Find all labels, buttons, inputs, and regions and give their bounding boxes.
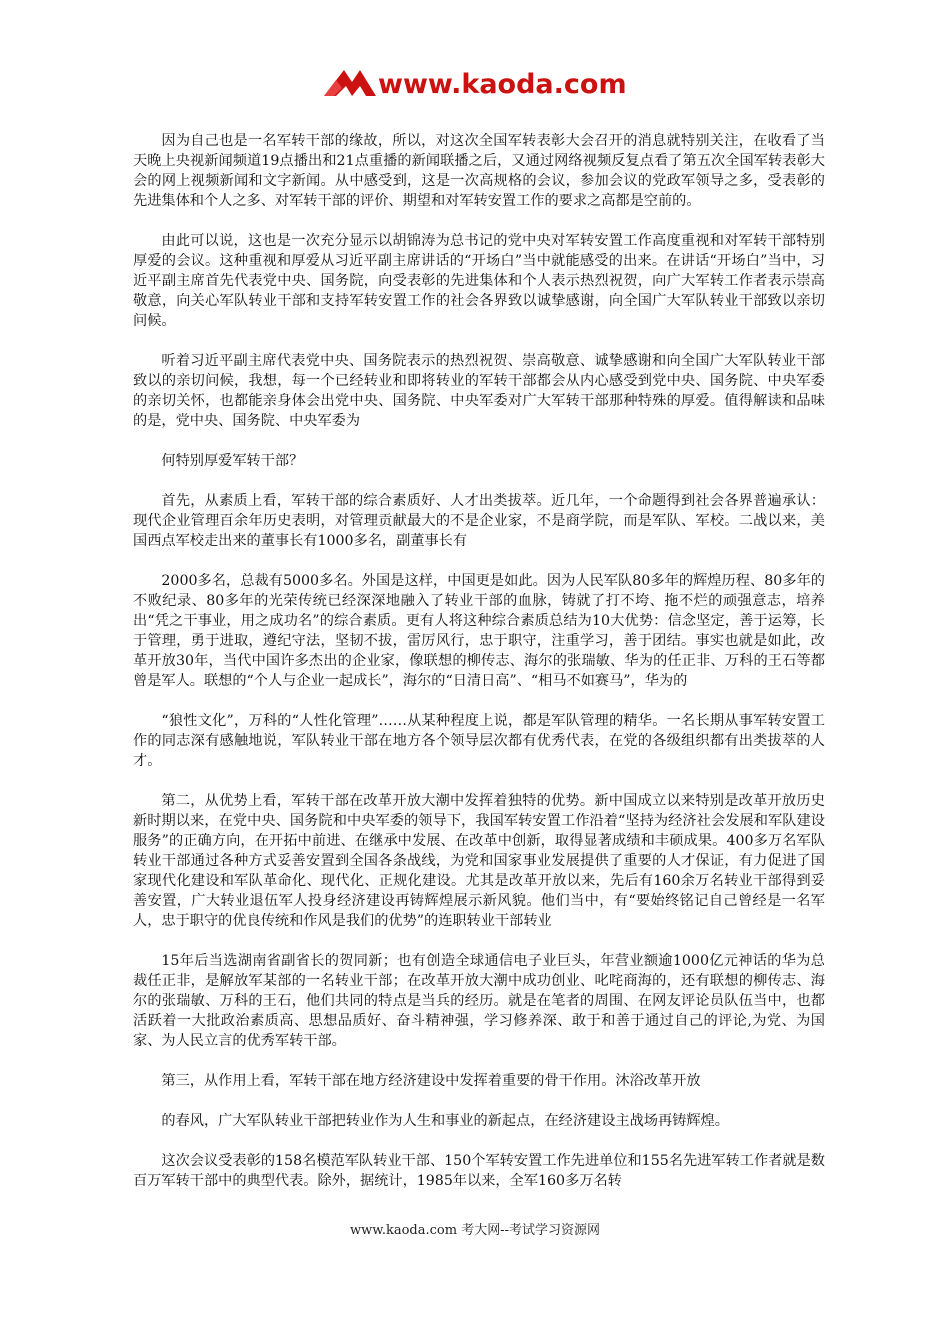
paragraph: 听着习近平副主席代表党中央、国务院表示的热烈祝贺、崇高敬意、诚挚感谢和向全国广大军队转业干部致以的亲切问候，我想，每一个已经转业和即将转业的军转干部都会从内心感受到党中央、国务院、中央军委的亲切关怀，也都能亲身体会出党中央、国务院、中央军委对广大军转干部那种特殊的厚爱。值得解读和品味的是，党中央、国务院、中央军委为	[133, 353, 825, 429]
article-body	[133, 131, 825, 1211]
paragraph: 因为自己也是一名军转干部的缘故，所以，对这次全国军转表彰大会召开的消息就特别关注，在收看了当天晚上央视新闻频道19点播出和21点重播的新闻联播之后，又通过网络视频反复点看了第五次全国军转表彰大会的网上视频新闻和文字新闻。从中感受到，这是一次高规格的会议，参加会议的党政军领导之多，受表彰的先进集体和个人之多、对军转干部的评价、期望和对军转安置工作的要求之高都是空前的。	[133, 133, 825, 209]
paragraph: 15年后当选湖南省副省长的贺同新；也有创造全球通信电子业巨头，年营业额逾1000亿元神话的华为总裁任正非，是解放军某部的一名转业干部；在改革开放大潮中成功创业、叱咤商海的，还有联想的柳传志、海尔的张瑞敏、万科的王石，他们共同的特点是当兵的经历。就是在笔者的周围、在网友评论员队伍当中，也都活跃着一大批政治素质高、思想品质好、奋斗精神强，学习修养深、敢于和善于通过自己的评论,为党、为国家、为人民立言的优秀军转干部。	[133, 953, 825, 1049]
kaoda-logo-icon	[322, 66, 378, 100]
site-logo-text[interactable]: www.kaoda.com	[378, 69, 627, 100]
paragraph: 的春风，广大军队转业干部把转业作为人生和事业的新起点，在经济建设主战场再铸辉煌。	[161, 1113, 729, 1129]
page-footer: www.kaoda.com 考大网--考试学习资源网	[350, 1223, 600, 1238]
paragraph: 2000多名，总裁有5000多名。外国是这样，中国更是如此。因为人民军队80多年的辉煌历程、80多年的不败纪录、80多年的光荣传统已经深深地融入了转业干部的血脉，铸就了打不垮、拖不烂的顽强意志，培养出“凭之干事业，用之成功名”的综合素质。更有人将这种综合素质总结为10大优势：信念坚定，善于运筹，长于管理，勇于进取，遵纪守法，坚韧不拔，雷厉风行，忠于职守，注重学习，善于团结。事实也就是如此，改革开放30年，当代中国许多杰出的企业家，像联想的柳传志、海尔的张瑞敏、华为的任正非、万科的王石等都曾是军人。联想的“个人与企业一起成长”，海尔的“日清日高”、“相马不如赛马”，华为的	[133, 573, 825, 689]
paragraph: 第二，从优势上看，军转干部在改革开放大潮中发挥着独特的优势。新中国成立以来特别是改革开放历史新时期以来，在党中央、国务院和中央军委的领导下，我国军转安置工作沿着“坚持为经济社会发展和军队建设服务”的正确方向，在开拓中前进、在继承中发展、在改革中创新，取得显著成绩和丰硕成果。400多万名军队转业干部通过各种方式妥善安置到全国各条战线，为党和国家事业发展提供了重要的人才保证，有力促进了国家现代化建设和军队革命化、现代化、正规化建设。尤其是改革开放以来，先后有160余万名转业干部得到妥善安置，广大转业退伍军人投身经济建设再铸辉煌展示新风貌。他们当中，有“要始终铭记自己曾经是一名军人，忠于职守的优良传统和作风是我们的优势”的连职转业干部转业	[133, 793, 825, 929]
paragraph: 首先，从素质上看，军转干部的综合素质好、人才出类拔萃。近几年，一个命题得到社会各界普遍承认：现代企业管理百余年历史表明，对管理贡献最大的不是企业家，不是商学院，而是军队、军校。二战以来，美国西点军校走出来的董事长有1000多名，副董事长有	[133, 493, 825, 549]
paragraph: 由此可以说，这也是一次充分显示以胡锦涛为总书记的党中央对军转安置工作高度重视和对军转干部特别厚爱的会议。这种重视和厚爱从习近平副主席讲话的“开场白”当中就能感受的出来。在讲话“开场白”当中，习近平副主席首先代表党中央、国务院，向受表彰的先进集体和个人表示热烈祝贺，向广大军转工作者表示崇高敬意，向关心军队转业干部和支持军转安置工作的社会各界致以诚挚感谢，向全国广大军队转业干部致以亲切问候。	[133, 233, 825, 329]
paragraph: 这次会议受表彰的158名模范军队转业干部、150个军转安置工作先进单位和155名先进军转工作者就是数百万军转干部中的典型代表。除外，据统计，1985年以来，全军160多万名转	[133, 1153, 825, 1189]
paragraph: “狼性文化”，万科的“人性化管理”……从某种程度上说，都是军队管理的精华。一名长期从事军转安置工作的同志深有感触地说，军队转业干部在地方各个领导层次都有优秀代表，在党的各级组织都有出类拔萃的人才。	[133, 713, 825, 769]
site-header	[300, 62, 660, 108]
paragraph: 何特别厚爱军转干部？	[161, 453, 304, 469]
paragraph: 第三，从作用上看，军转干部在地方经济建设中发挥着重要的骨干作用。沐浴改革开放	[161, 1073, 701, 1089]
